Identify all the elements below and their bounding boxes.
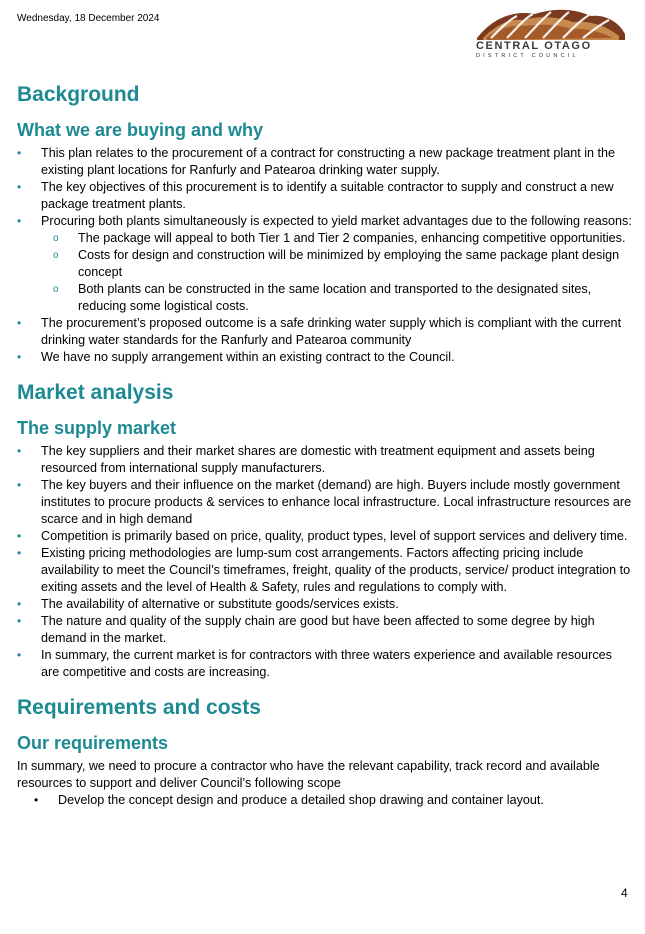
bullet-icon: • bbox=[34, 793, 39, 807]
list-item: • The key buyers and their influence on the market (demand) are high. Buyers include mostly government institutes to procure products & services to enhance local infrastructure. Local infrastructure resources are scarce and in high demand bbox=[17, 478, 632, 526]
list-item: • Develop the concept design and produce a detailed shop drawing and container layout. bbox=[34, 793, 544, 807]
bullet-icon: • bbox=[17, 214, 22, 228]
sub-list-item: o The package will appeal to both Tier 1 and Tier 2 companies, enhancing competitive opportunities. bbox=[53, 231, 626, 245]
bullet-icon: • bbox=[17, 180, 22, 194]
header-date: Wednesday, 18 December 2024 bbox=[17, 13, 160, 24]
document-body bbox=[17, 81, 632, 809]
heading-requirements-costs: Requirements and costs bbox=[17, 696, 261, 719]
council-logo bbox=[473, 4, 629, 62]
bullet-icon: • bbox=[17, 444, 22, 458]
sub-list-item: o Costs for design and construction will be minimized by employing the same package plant design concept bbox=[53, 248, 620, 279]
subheading-what-we-are-buying: What we are buying and why bbox=[17, 120, 264, 140]
background-list bbox=[17, 145, 632, 366]
list-item: • Procuring both plants simultaneously is expected to yield market advantages due to the following reasons: o The package will appeal to both Tier 1 and Tier 2 companies, enhancing competitive opportunities. o Costs for design and construction will be minimized by employing the same package plant design concept o Both plants can be constructed in the same location and transported to the designated sites, reducing some logistical costs. bbox=[17, 214, 632, 313]
bullet-icon: • bbox=[17, 316, 22, 330]
bullet-icon: • bbox=[17, 478, 22, 492]
requirements-intro: In summary, we need to procure a contractor who have the relevant capability, track record and available resources to support and deliver Council’s following scope bbox=[17, 759, 600, 790]
list-item: • Competition is primarily based on price, quality, product types, level of support services and delivery time. bbox=[17, 529, 628, 543]
logo-title: CENTRAL OTAGO bbox=[476, 40, 592, 52]
bullet-icon: • bbox=[17, 546, 22, 560]
bullet-icon: • bbox=[17, 648, 22, 662]
bullet-icon: • bbox=[17, 529, 22, 543]
list-item: • The availability of alternative or substitute goods/services exists. bbox=[17, 597, 399, 611]
circle-bullet-icon: o bbox=[53, 250, 59, 261]
mountain-logo-icon bbox=[473, 4, 629, 44]
list-item: • This plan relates to the procurement of a contract for constructing a new package treatment plant in the existing plant locations for Ranfurly and Patearoa drinking water supply. bbox=[17, 146, 616, 177]
heading-market-analysis: Market analysis bbox=[17, 381, 174, 404]
heading-background: Background bbox=[17, 83, 140, 106]
list-item: • The procurement’s proposed outcome is a safe drinking water supply which is compliant with the current drinking water standards for the Ranfurly and Patearoa community bbox=[17, 316, 622, 347]
circle-bullet-icon: o bbox=[53, 233, 59, 244]
sub-list-item: o Both plants can be constructed in the same location and transported to the designated sites, reducing some logistical costs. bbox=[53, 282, 592, 313]
list-item: • In summary, the current market is for contractors with three waters experience and available resources are competitive and costs are increasing. bbox=[17, 648, 612, 679]
list-item: • We have no supply arrangement within an existing contract to the Council. bbox=[17, 350, 455, 364]
bullet-icon: • bbox=[17, 597, 22, 611]
bullet-icon: • bbox=[17, 350, 22, 364]
list-item: • The key objectives of this procurement is to identify a suitable contractor to supply and construct a new package treatment plants. bbox=[17, 180, 614, 211]
list-item: • The key suppliers and their market shares are domestic with treatment equipment and assets being resourced from international supply manufacturers. bbox=[17, 444, 595, 475]
bullet-icon: • bbox=[17, 146, 22, 160]
requirements-list bbox=[34, 792, 632, 809]
bullet-icon: • bbox=[17, 614, 22, 628]
market-list bbox=[17, 443, 632, 681]
circle-bullet-icon: o bbox=[53, 284, 59, 295]
list-item: • Existing pricing methodologies are lump-sum cost arrangements. Factors affecting pricing include availability to meet the Council’s timeframes, freight, quality of the products, service/ product integration to exiting assets and the level of Health & Safety, rules and regulations to comply with. bbox=[17, 546, 631, 594]
page-number: 4 bbox=[621, 886, 628, 900]
reasons-list bbox=[53, 230, 632, 315]
subheading-our-requirements: Our requirements bbox=[17, 733, 169, 753]
list-item: • The nature and quality of the supply chain are good but have been affected to some degree by high demand in the market. bbox=[17, 614, 595, 645]
subheading-supply-market: The supply market bbox=[17, 418, 177, 438]
logo-subtitle: DISTRICT COUNCIL bbox=[476, 53, 579, 59]
